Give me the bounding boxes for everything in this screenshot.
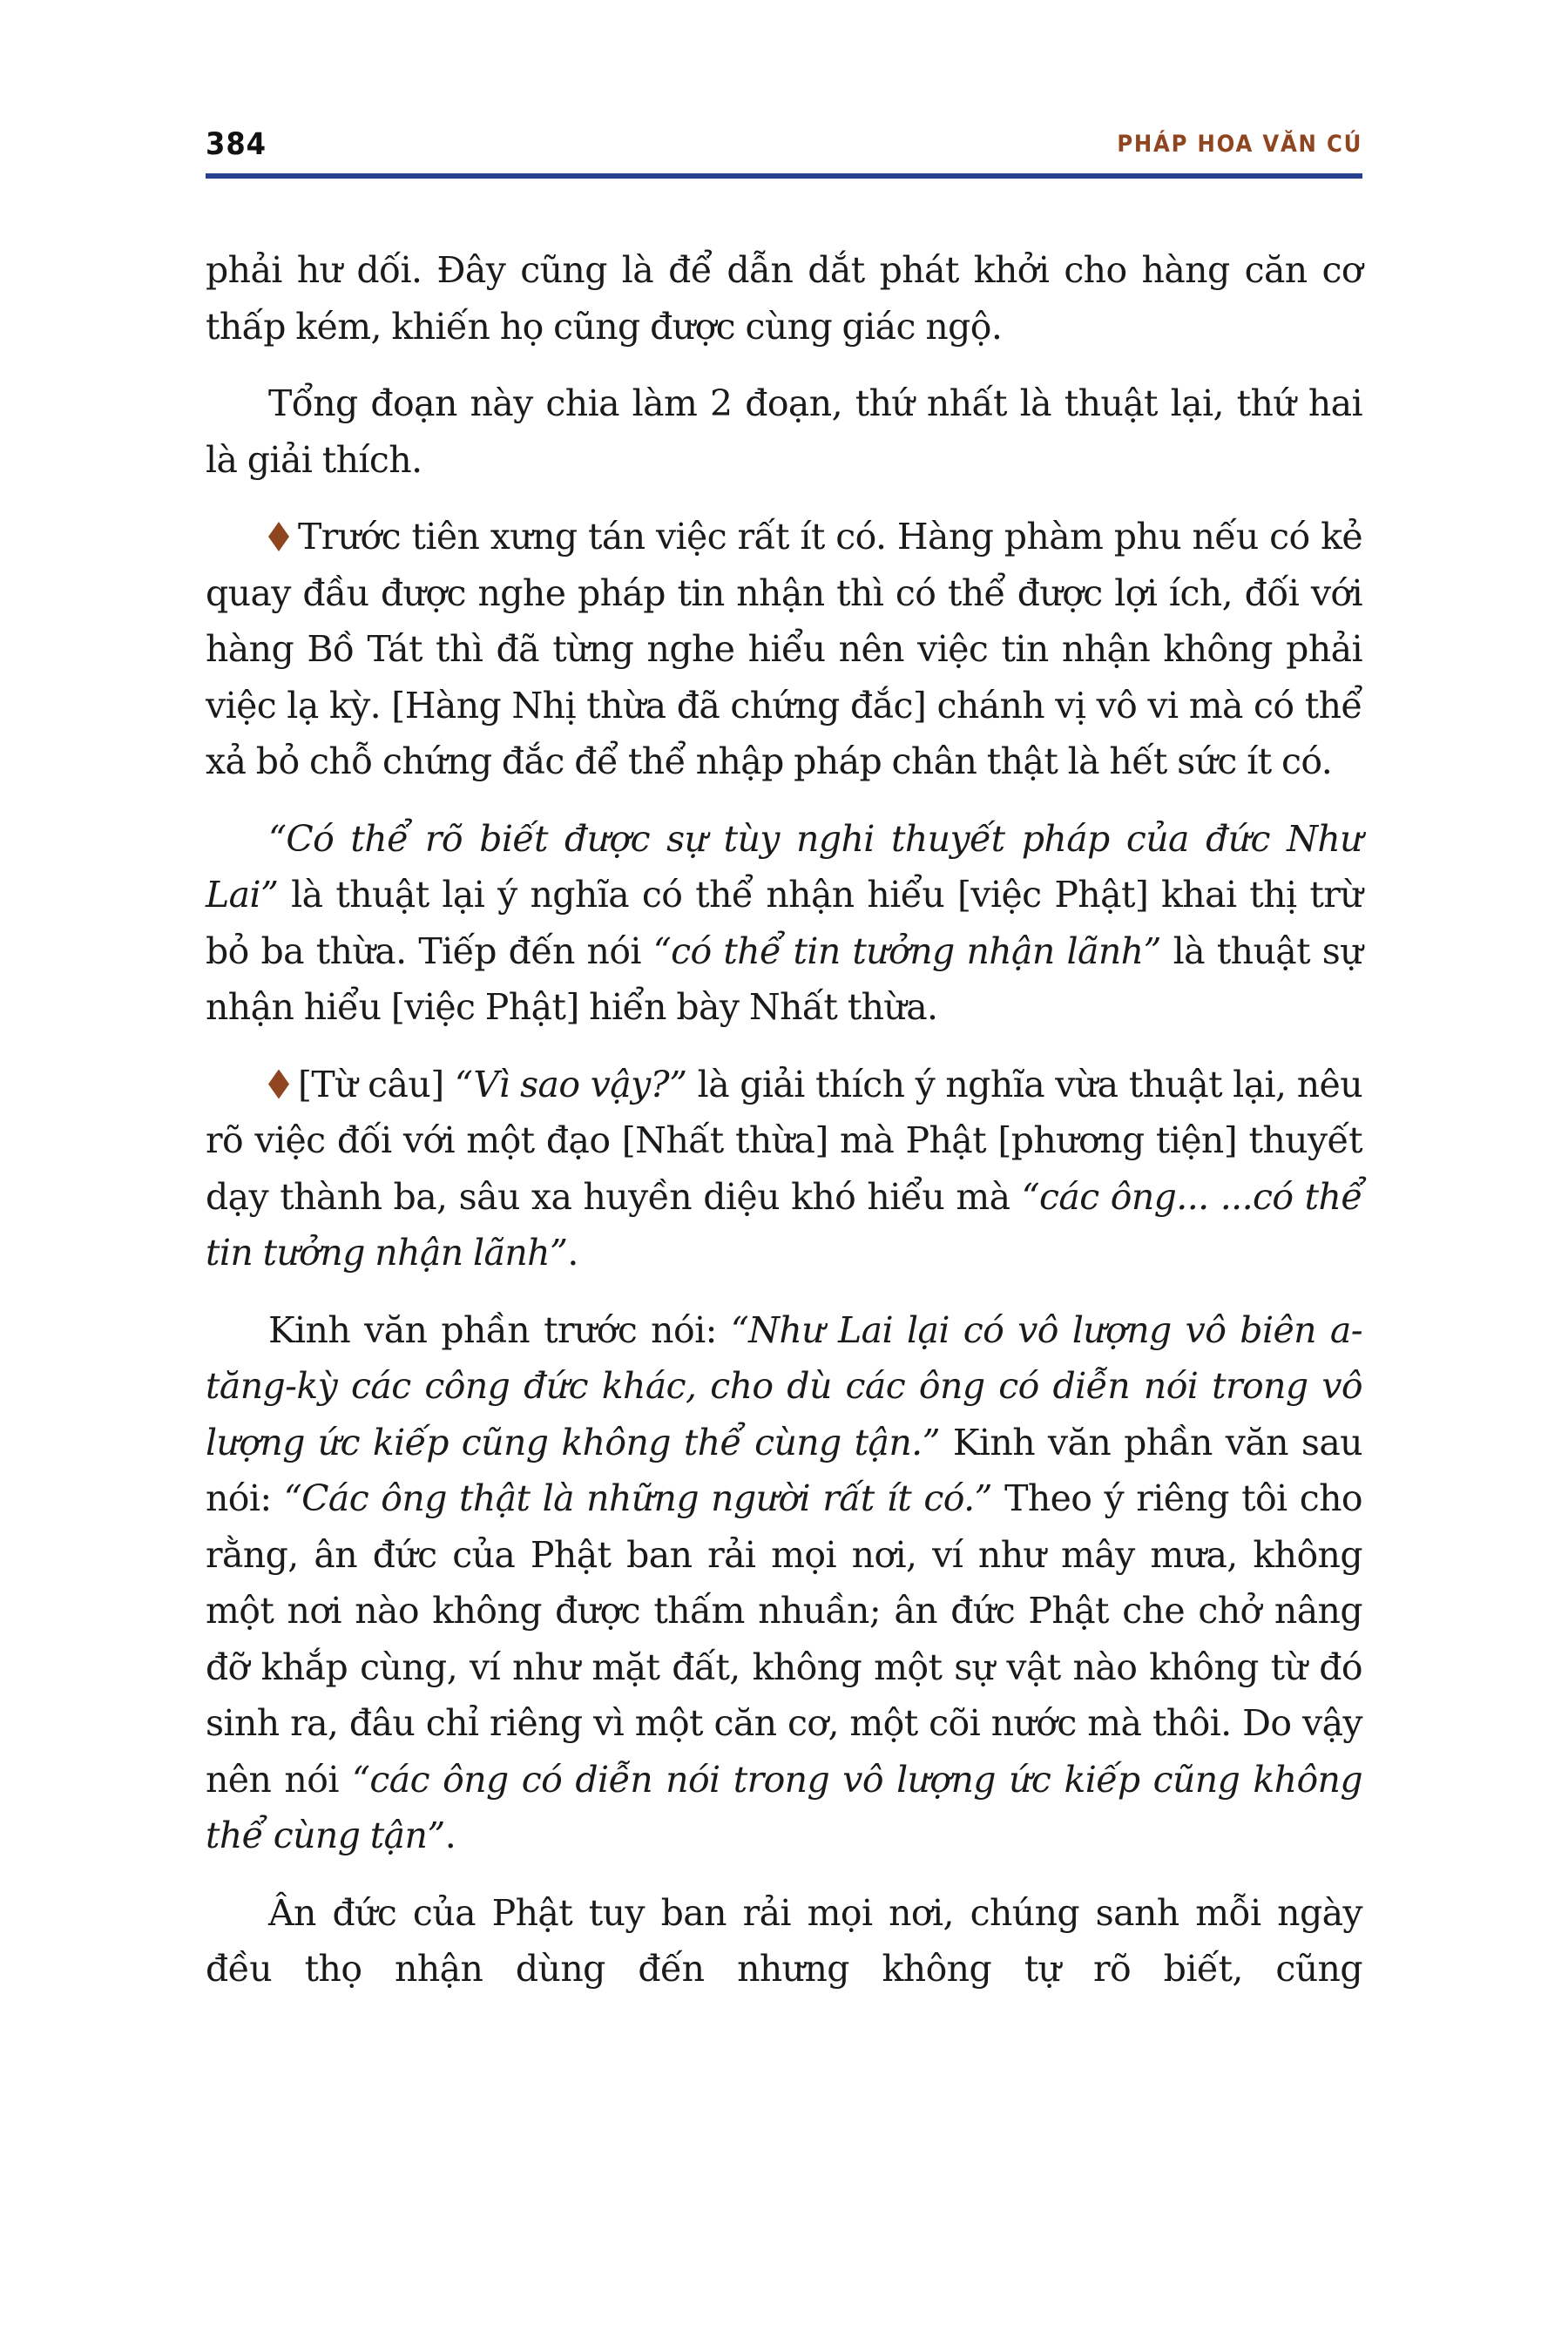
diamond-icon <box>268 1070 289 1099</box>
text-run: là thuật sự nhận hiểu [việc Phật] hiển bày Nhất thừa. <box>206 929 1363 1028</box>
paragraph <box>206 811 1362 1036</box>
paragraph <box>206 375 1362 488</box>
text-run: Kinh văn phần văn sau nói: <box>206 1421 1362 1519</box>
text-run: [Từ câu] <box>298 1063 455 1105</box>
quote: “Vì sao vậy?” <box>454 1063 687 1105</box>
quote: “có thể tin tưởng nhận lãnh” <box>652 929 1161 972</box>
header-rule <box>206 173 1362 179</box>
text-run: Trước tiên xưng tán việc rất ít có. Hàng phàm phu nếu có kẻ quay đầu được nghe pháp tin nhận thì có thể được lợi ích, đối với hàng Bồ Tát thì đã từng nghe hiểu nên việc tin nhận không phải việc lạ kỳ. [Hàng Nhị thừa đã chứng đắc] chánh vị vô vi mà có thể xả bỏ chỗ chứng đắc để thể nhập pháp chân thật là hết sức ít có. <box>206 516 1362 782</box>
text-run: Tổng đoạn này chia làm 2 đoạn, thứ nhất là thuật lại, thứ hai là giải thích. <box>206 382 1362 481</box>
quote: “Như Lai lại có vô lượng vô biên a-tăng-kỳ các công đức khác, cho dù các ông có diễn nói trong vô lượng ức kiếp cũng không thể cùng tận.” <box>206 1308 1362 1463</box>
text-run: . <box>444 1815 456 1856</box>
quote: “Có thể rõ biết được sự tùy nghi thuyết pháp của đức Như Lai” <box>206 817 1362 916</box>
paragraph <box>206 1885 1362 1997</box>
quote: “các ông có diễn nói trong vô lượng ức kiếp cũng không thể cùng tận” <box>206 1758 1363 1856</box>
paragraph-continuation <box>206 242 1362 355</box>
running-title: PHÁP HOA VĂN CÚ <box>1117 131 1362 158</box>
diamond-icon <box>268 522 289 551</box>
text-run: . <box>567 1232 578 1274</box>
paragraph-bulleted <box>206 1057 1362 1281</box>
text-run: Ân đức của Phật tuy ban rải mọi nơi, chúng sanh mỗi ngày đều thọ nhận dùng đến nhưng không tự rõ biết, cũng <box>206 1891 1362 1990</box>
text-run: là thuật lại ý nghĩa có thể nhận hiểu [việc Phật] khai thị trừ bỏ ba thừa. Tiếp đến nói <box>206 874 1362 972</box>
paragraph <box>206 1302 1362 1864</box>
text-run: Kinh văn phần trước nói: <box>268 1308 731 1351</box>
quote: “các ông... ...có thể tin tưởng nhận lãnh” <box>206 1175 1362 1274</box>
text-run: Theo ý riêng tôi cho rằng, ân đức của Phật ban rải mọi nơi, ví như mây mưa, không một nơi nào không được thấm nhuần; ân đức Phật che chở nâng đỡ khắp cùng, ví như mặt đất, không một sự vật nào không từ đó sinh ra, đâu chỉ riêng vì một căn cơ, một cõi nước mà thôi. Do vậy nên nói <box>206 1477 1362 1801</box>
text-run: phải hư dối. Đây cũng là để dẫn dắt phát khởi cho hàng căn cơ thấp kém, khiến họ cũng được cùng giác ngộ. <box>206 249 1362 348</box>
body-text <box>206 242 1362 2018</box>
text-run: là giải thích ý nghĩa vừa thuật lại, nêu rõ việc đối với một đạo [Nhất thừa] mà Phật [phương tiện] thuyết dạy thành ba, sâu xa huyền diệu khó hiểu mà <box>206 1063 1362 1218</box>
page-number: 384 <box>206 127 267 162</box>
paragraph-bulleted <box>206 509 1362 790</box>
page-header <box>206 127 1362 166</box>
quote: “Các ông thật là những người rất ít có.” <box>283 1477 992 1519</box>
